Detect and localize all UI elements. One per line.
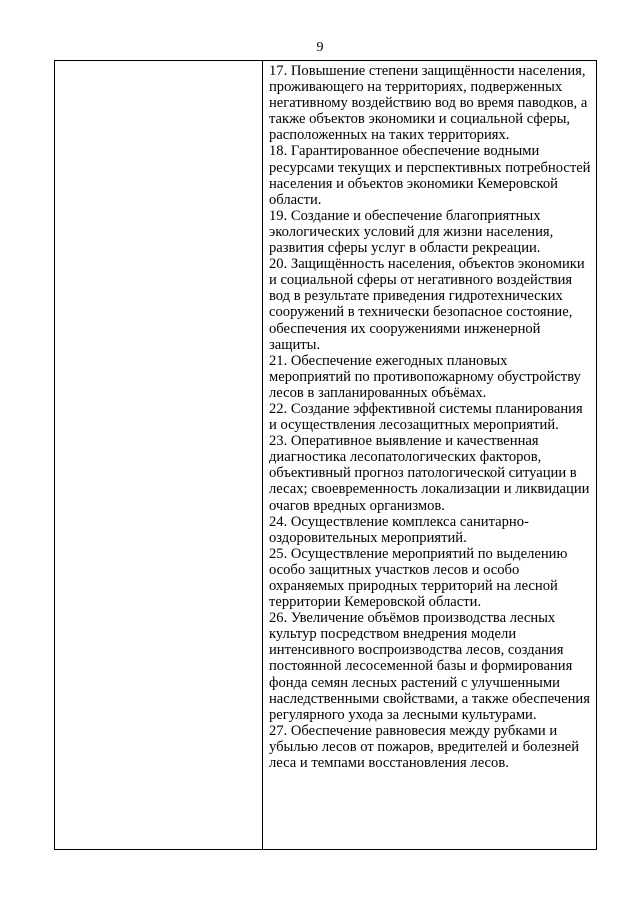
table-cell-left bbox=[55, 61, 263, 850]
list-item: 24. Осуществление комплекса санитарно-оздоровительных мероприятий. bbox=[269, 513, 529, 546]
content-table bbox=[54, 60, 597, 850]
list-item: 17. Повышение степени защищённости населения, проживающего на территориях, подверженных негативному воздействию вод во время паводков, а также объектов экономики и социальной сферы, расположенных на таких территориях. bbox=[269, 63, 588, 144]
list-item: 26. Увеличение объёмов производства лесных культур посредством внедрения модели интенсивного воспроизводства лесов, создания постоянной лесосеменной базы и формирования фонда семян лесных растений с улучшенными наследственными свойствами, а также обеспечения регулярного ухода за лесными культурами. bbox=[269, 610, 590, 723]
list-item: 20. Защищённость населения, объектов экономики и социальной сферы от негативного воздействия вод в результате приведения гидротехнических сооружений в технически безопасное состояние, обеспечения их сооружениями инженерной защиты. bbox=[269, 256, 585, 353]
page-number: 9 bbox=[316, 40, 324, 55]
list-item: 23. Оперативное выявление и качественная диагностика лесопатологических факторов, объективный прогноз патологической ситуации в лесах; своевременность локализации и ликвидации очагов вредных организмов. bbox=[269, 433, 590, 514]
list-item: 18. Гарантированное обеспечение водными ресурсами текущих и перспективных потребностей населения и объектов экономики Кемеровской области. bbox=[269, 143, 591, 208]
list-item: 25. Осуществление мероприятий по выделению особо защитных участков лесов и особо охраняемых природных территорий на лесной территории Кемеровской области. bbox=[269, 545, 568, 611]
list-item: 19. Создание и обеспечение благоприятных экологических условий для жизни населения, развития сферы услуг в области рекреации. bbox=[269, 207, 554, 257]
cell-text bbox=[263, 61, 596, 771]
list-item: 22. Создание эффективной системы планирования и осуществления лесозащитных мероприятий. bbox=[269, 400, 583, 434]
list-item: 21. Обеспечение ежегодных плановых мероприятий по противопожарному обустройству лесов в запланированных объёмах. bbox=[269, 352, 581, 401]
list-item: 27. Обеспечение равновесия между рубками и убылью лесов от пожаров, вредителей и болезней леса и темпами восстановления лесов. bbox=[269, 722, 580, 772]
table-cell-right bbox=[263, 61, 597, 850]
table-row bbox=[55, 61, 597, 850]
